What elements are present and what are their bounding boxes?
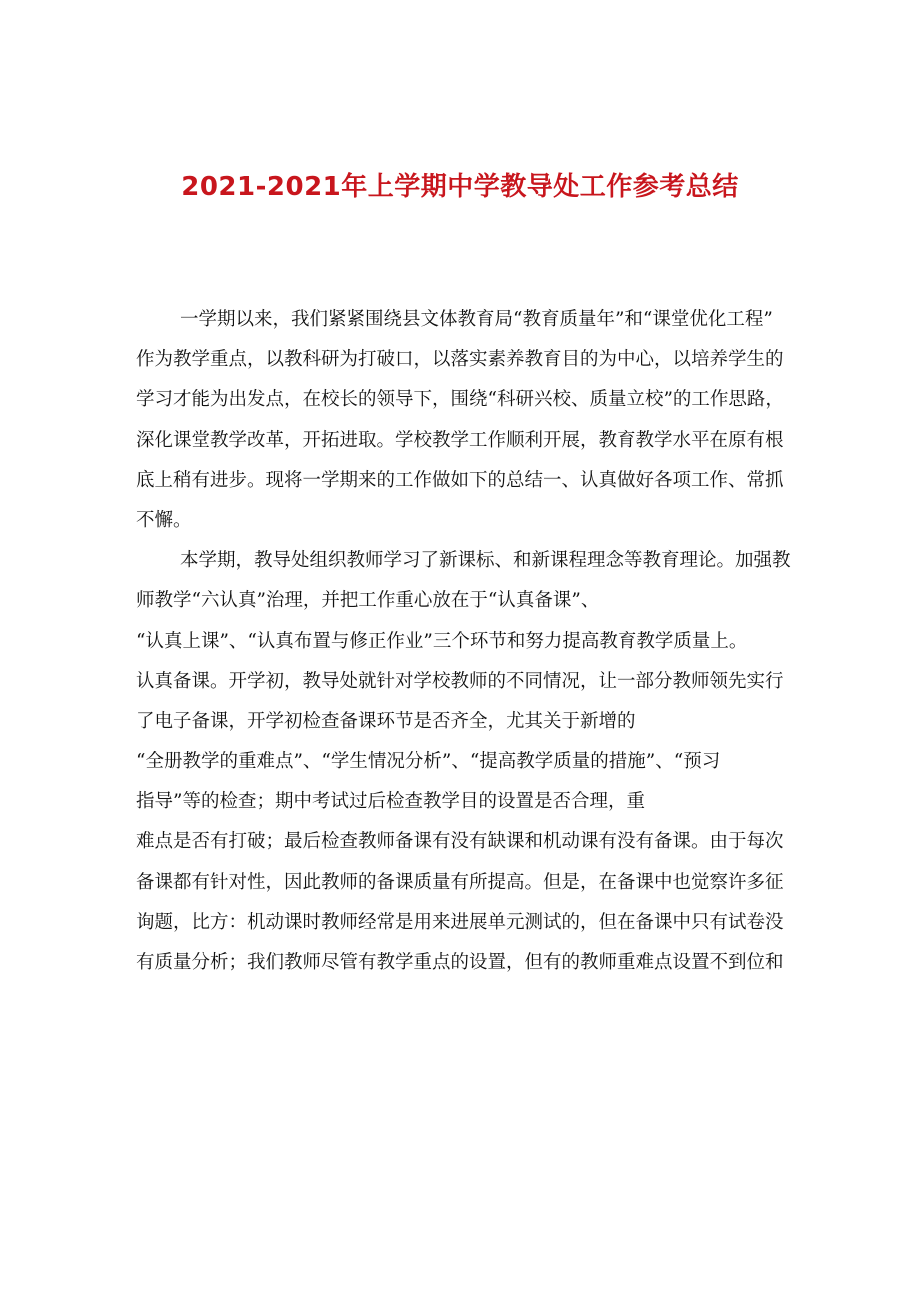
body-line: “认真上课”、“认真布置与修正作业”三个环节和努力提高教育教学质量上。 <box>136 630 748 652</box>
body-line: 一学期以来，我们紧紧围绕县文体教育局“教育质量年”和“课堂优化工程” <box>180 309 773 330</box>
body-line: “全册教学的重难点”、“学生情况分析”、“提高教学质量的措施”、“预习 <box>136 751 721 773</box>
body-line: 指导”等的检查；期中考试过后检查教学目的设置是否合理，重 <box>136 791 645 813</box>
body-line: 了电子备课，开学初检查备课环节是否齐全，尤其关于新增的 <box>136 710 636 732</box>
body-line: 询题，比方：机动课时教师经常是用来进展单元测试的，但在备课中只有试卷没 <box>136 911 784 933</box>
body-line: 有质量分析；我们教师尽管有教学重点的设置，但有的教师重难点设置不到位和 <box>136 952 784 973</box>
body-line: 底上稍有进步。现将一学期来的工作做如下的总结一、认真做好各项工作、常抓 <box>136 469 784 491</box>
body-line: 深化课堂教学改革，开拓进取。学校教学工作顺利开展，教育教学水平在原有根 <box>136 429 784 451</box>
document-title: 2021-2021年上学期中学教导处工作参考总结 <box>181 172 739 202</box>
body-line: 学习才能为出发点，在校长的领导下，围绕“科研兴校、质量立校”的工作思路， <box>136 389 784 411</box>
body-line: 不懈。 <box>136 509 192 531</box>
body-line: 难点是否有打破；最后检查教师备课有没有缺课和机动课有没有备课。由于每次 <box>136 831 784 853</box>
body-line: 作为教学重点，以教科研为打破口，以落实素养教育目的为中心，以培养学生的 <box>136 349 784 371</box>
body-line: 师教学“六认真”治理，并把工作重心放在于“认真备课”、 <box>136 590 600 612</box>
body-line: 本学期，教导处组织教师学习了新课标、和新课程理念等教育理论。加强教 <box>180 550 791 572</box>
document-body <box>136 300 796 983</box>
body-line: 备课都有针对性，因此教师的备课质量有所提高。但是，在备课中也觉察许多征 <box>136 871 784 893</box>
body-line: 认真备课。开学初，教导处就针对学校教师的不同情况，让一部分教师领先实行 <box>136 670 784 692</box>
